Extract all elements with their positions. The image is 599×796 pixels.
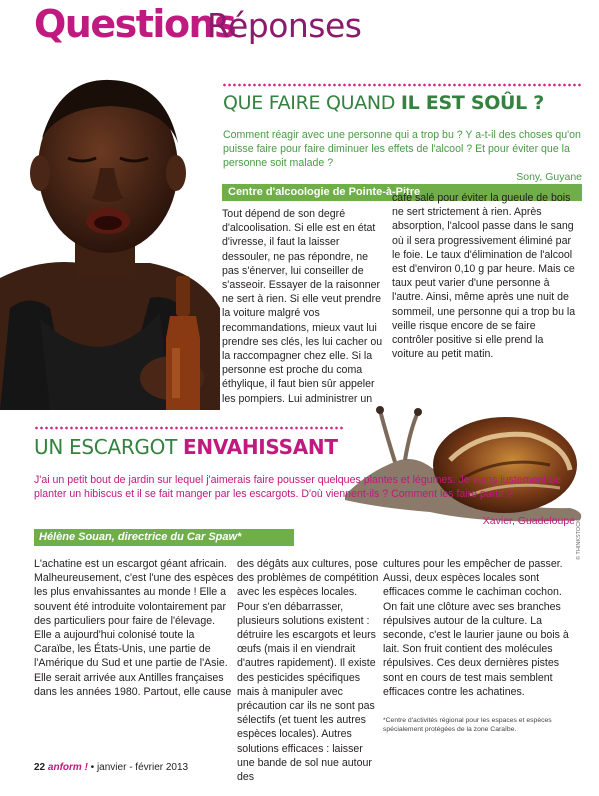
issue-date: • janvier - février 2013 [87,762,189,773]
page-footer [34,762,188,773]
section-divider-dots [222,82,582,88]
section-title-snail: UN ESCARGOT ENVAHISSANT [34,435,338,459]
answer-column-3: cultures pour les empêcher de passer. Aussi, deux espèces locales sont efficaces comme le cachiman cochon. On fait une clôture avec ses branches répulsives autour de la culture. La seconde, c'est le laurier jaune ou bois à lait. Son fruit contient des molécules répulsives. Ces deux dernières pistes sont en cours de test mais semblent efficaces contre les achatines. [383,558,569,698]
page-title-reponses: Réponses [207,6,362,45]
answer-column-1: Tout dépend de son degré d'alcoolisation. Si elle est en état d'ivresse, il faut la laisser dessouler, ne pas répondre, ne pas s'énerver, lui conseiller de s'asseoir. Essayer de la raisonner ne sert à rien. Si elle veut prendre la voiture malgré vos recommandations, mieux vaut lui prendre ses clés, les lui cacher ou la raccompagner chez elle. Si la personne est proche du coma éthylique, il faut bien sûr appeler les pompiers. Lui administrer un [222,208,383,405]
page-number: 22 [34,762,46,773]
question-author-alcohol: Sony, Guyane [516,171,582,183]
answer-column-2: café salé pour éviter la gueule de bois ne sert strictement à rien. Après absorption, l'alcool passe dans le sang où il sera progressivement éliminé par le foie. Le taux d'élimination de l'alcool est d'environ 0,10 g par heure. Mais ce taux peut varier d'une personne à l'autre. Ainsi, même après une nuit de sommeil, une personne qui a trop bu la veille risque encore de se faire contrôler positive si elle prend la voiture au petit matin. [392,192,576,361]
giant-snail-photo [340,400,590,525]
man-with-bottle-photo [0,58,220,410]
section-divider-dots [34,425,344,431]
magazine-name: anform ! [47,762,88,773]
reader-question-alcohol: Comment réagir avec une personne qui a trop bu ? Y a-t-il des choses qu'on puisse faire pour faire diminuer les effets de l'alcool ? Et pour éviter que la personne soit malade ? [223,129,581,169]
footnote: *Centre d'activités régional pour les espaces et espèces spécialement protégées de la zone Caraïbe. [383,717,552,733]
reader-question-snail: J'ai un petit bout de jardin sur lequel j'aimerais faire pousser quelques plantes et légumes. Je viens justement de planter un hibiscus et il se fait manger par les escargots. D'où viennent-ils ? Comment les faire partir ? [34,474,561,500]
answer-column-1: L'achatine est un escargot géant africain. Malheureusement, c'est l'une des espèces les plus envahissantes au monde ! Elle a souvent été introduite volontairement par des particuliers pour faire de l'élevage. Elle a aujourd'hui colonisé toute la Caraïbe, les États-Unis, une partie de l'Amérique du Sud et une partie de l'Asie. Elle serait arrivée aux Antilles françaises dans les années 1980. Partout, elle cause [34,558,234,698]
page-title-questions: Questions [34,2,236,46]
section-title-alcohol: QUE FAIRE QUAND IL EST SOÛL ? [223,92,545,114]
expert-source-label: Centre d'alcoologie de Pointe-à-Pitre [228,186,421,198]
question-author-snail: Xavier, Guadeloupe [482,515,575,527]
answer-column-2: des dégâts aux cultures, pose des problèmes de compétition avec les espèces locales. Pour s'en débarrasser, plusieurs solutions existent : détruire les escargots et leurs œufs (mais il en viendrait d'autres rapidement). Il existe des pesticides spécifiques mais à manipuler avec précaution car ils ne sont pas sélectifs (et tuent les autres espèces locales). Autres solutions efficaces : laisser une bande de sol nue autour des [237,558,379,784]
expert-source-label: Hélène Souan, directrice du Car Spaw* [39,531,242,543]
photo-credit: © THINKSTOCK [576,519,582,560]
